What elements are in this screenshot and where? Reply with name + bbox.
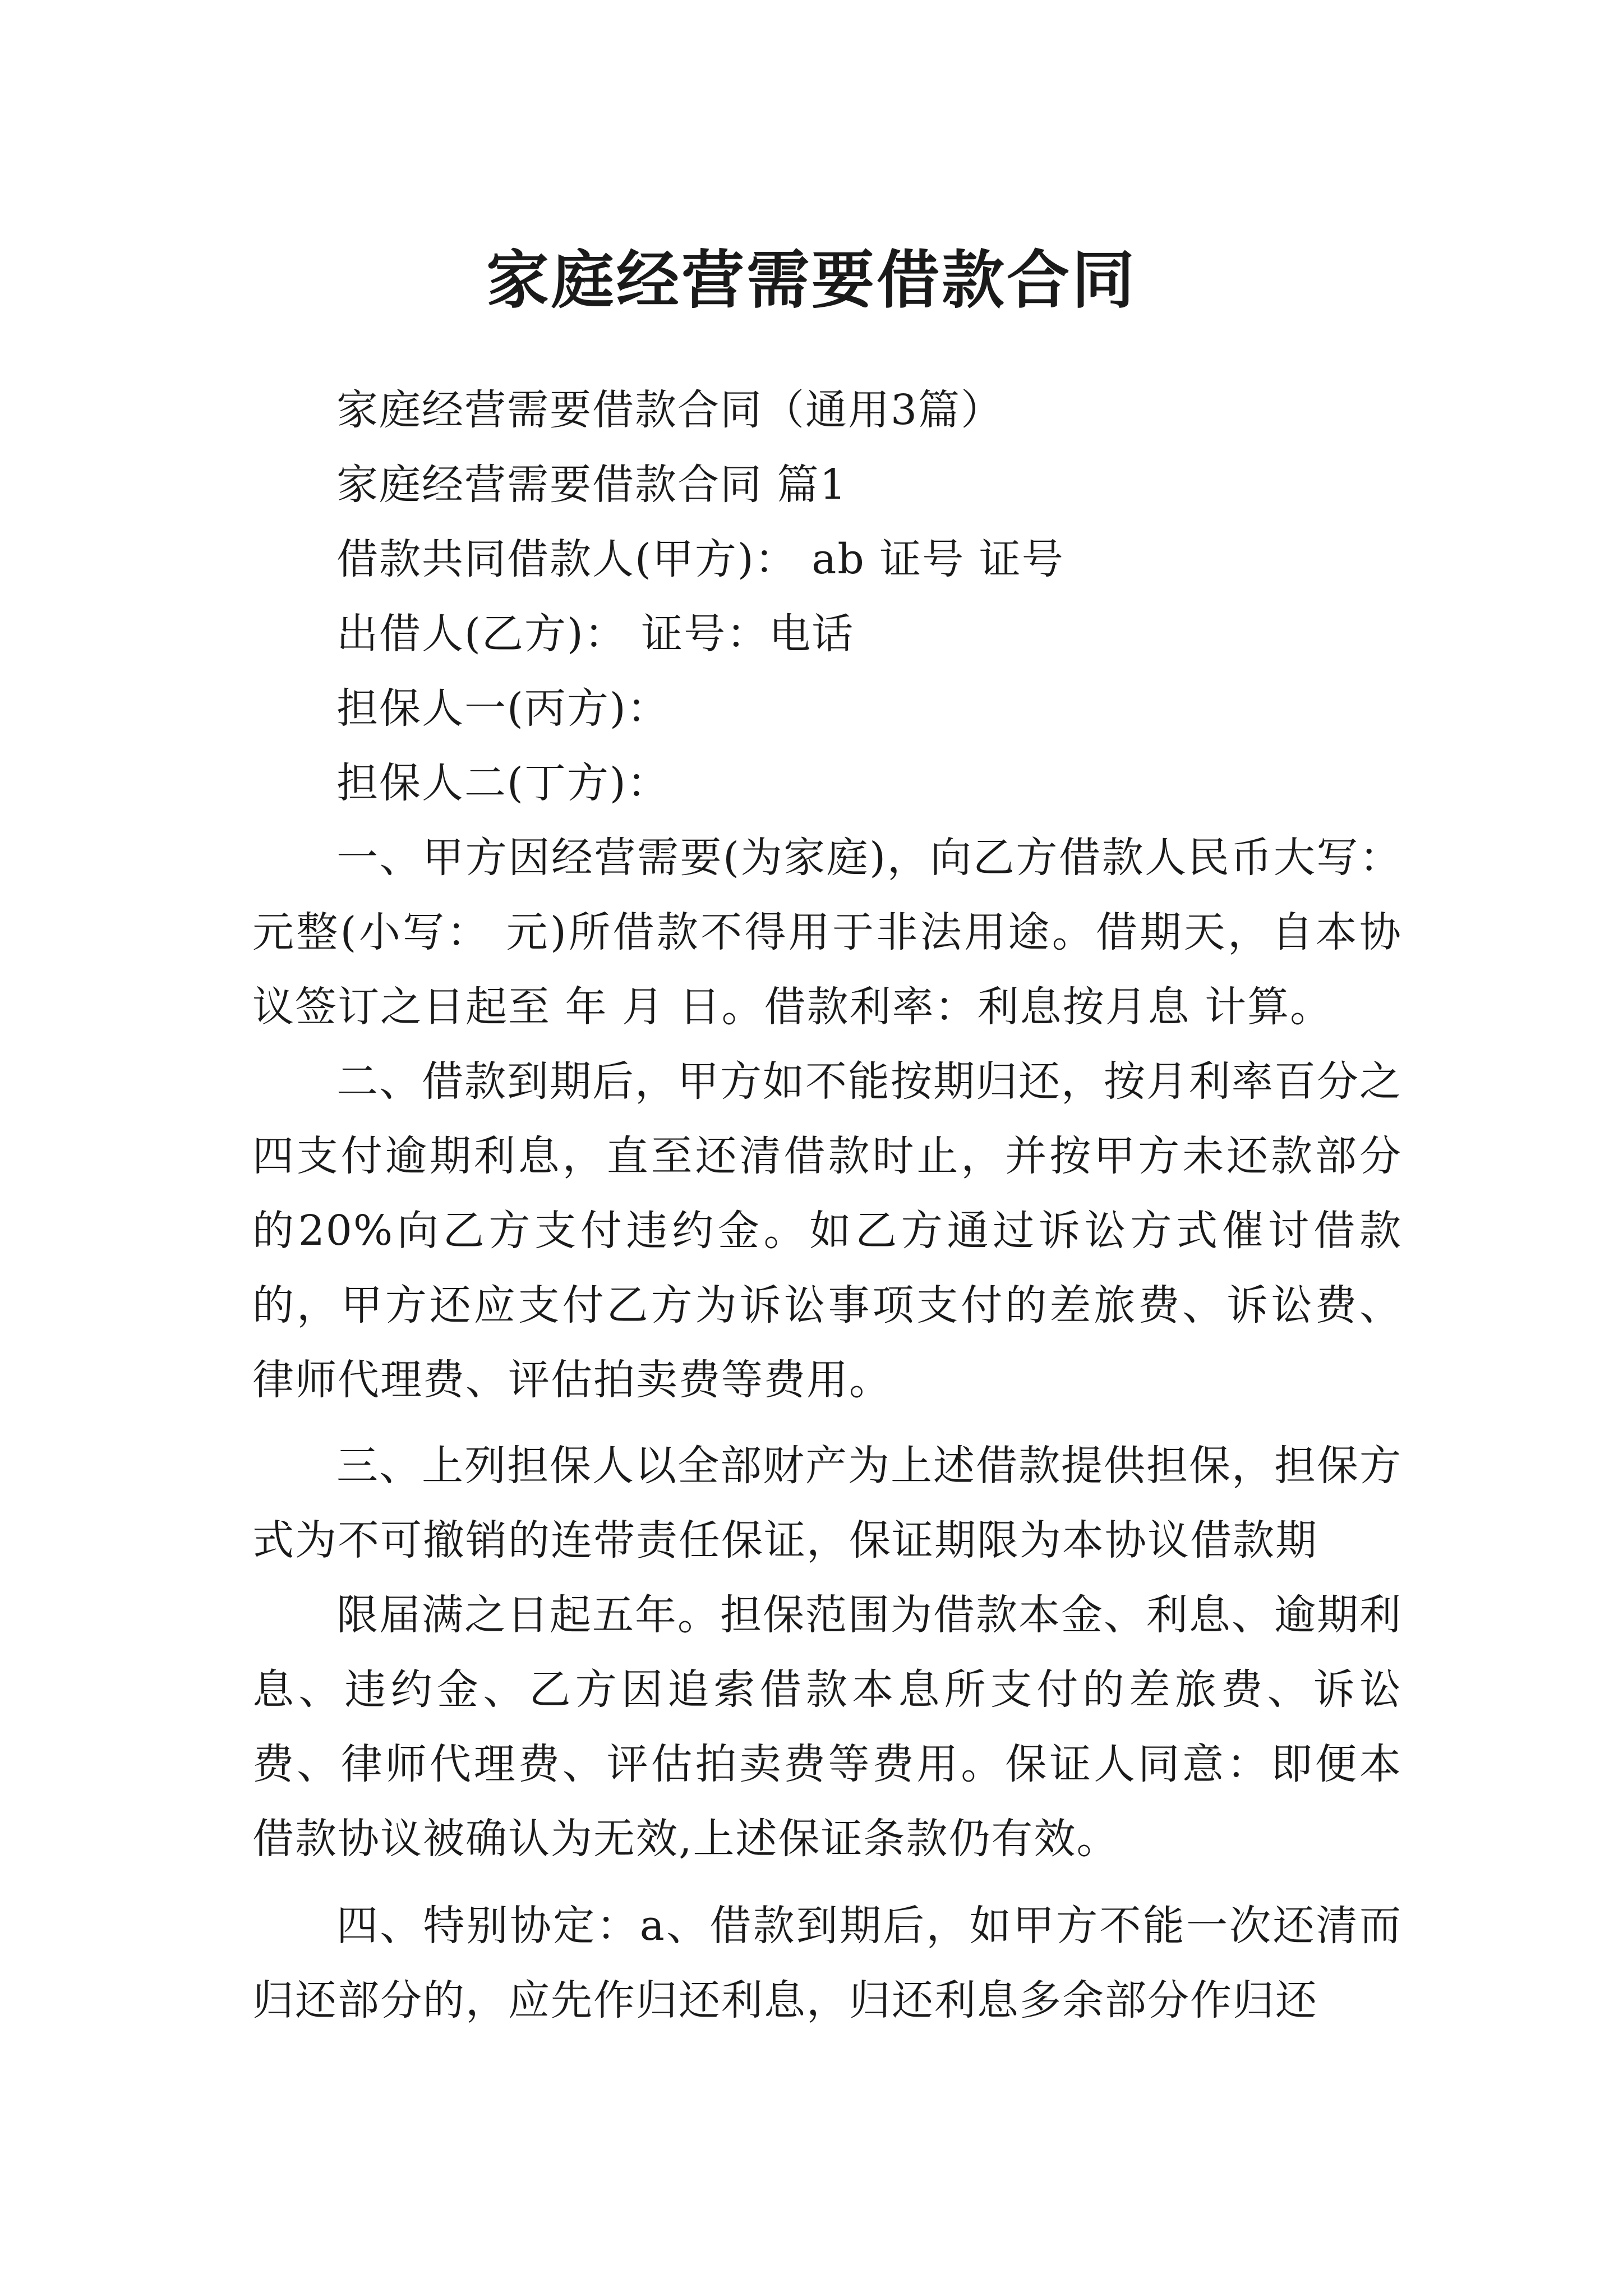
paragraph-clause-2: 二、借款到期后，甲方如不能按期归还，按月利率百分之四支付逾期利息，直至还清借款时止，并按甲方未还款部分的20%向乙方支付违约金。如乙方通过诉讼方式催讨借款的，甲方还应支付乙方为诉讼事项支付的差旅费、诉讼费、律师代理费、评估拍卖费等费用。 (252, 1057, 1402, 1404)
paragraph-lender: 出借人(乙方)： 证号：电话 (336, 610, 855, 658)
paragraph-guarantor-2: 担保人二(丁方)： (336, 759, 670, 807)
paragraph-borrower: 借款共同借款人(甲方)： ab 证号 证号 (336, 535, 1064, 583)
paragraph-guarantor-1: 担保人一(丙方)： (336, 684, 670, 733)
paragraph-clause-3: 三、上列担保人以全部财产为上述借款提供担保，担保方式为不可撤销的连带责任保证，保证期限为本协议借款期 (252, 1442, 1402, 1565)
paragraph-part-heading: 家庭经营需要借款合同 篇1 (336, 461, 847, 509)
document-body (252, 373, 1402, 2038)
document-title: 家庭经营需要借款合同 (486, 243, 1137, 318)
paragraph-clause-1: 一、甲方因经营需要(为家庭)，向乙方借款人民币大写：元整(小写： 元)所借款不得用于非法用途。借期天，自本协议签订之日起至 年 月 日。借款利率：利息按月息 计算。 (252, 834, 1402, 1031)
paragraph-clause-3-continued: 限届满之日起五年。担保范围为借款本金、利息、逾期利息、违约金、乙方因追索借款本息所支付的差旅费、诉讼费、律师代理费、评估拍卖费等费用。保证人同意：即便本借款协议被确认为无效,上述保证条款仍有效。 (252, 1591, 1402, 1863)
paragraph-clause-4: 四、特别协定：a、借款到期后，如甲方不能一次还清而归还部分的，应先作归还利息，归还利息多余部分作归还 (252, 1902, 1402, 2024)
paragraph-subtitle: 家庭经营需要借款合同（通用3篇） (336, 386, 1004, 434)
